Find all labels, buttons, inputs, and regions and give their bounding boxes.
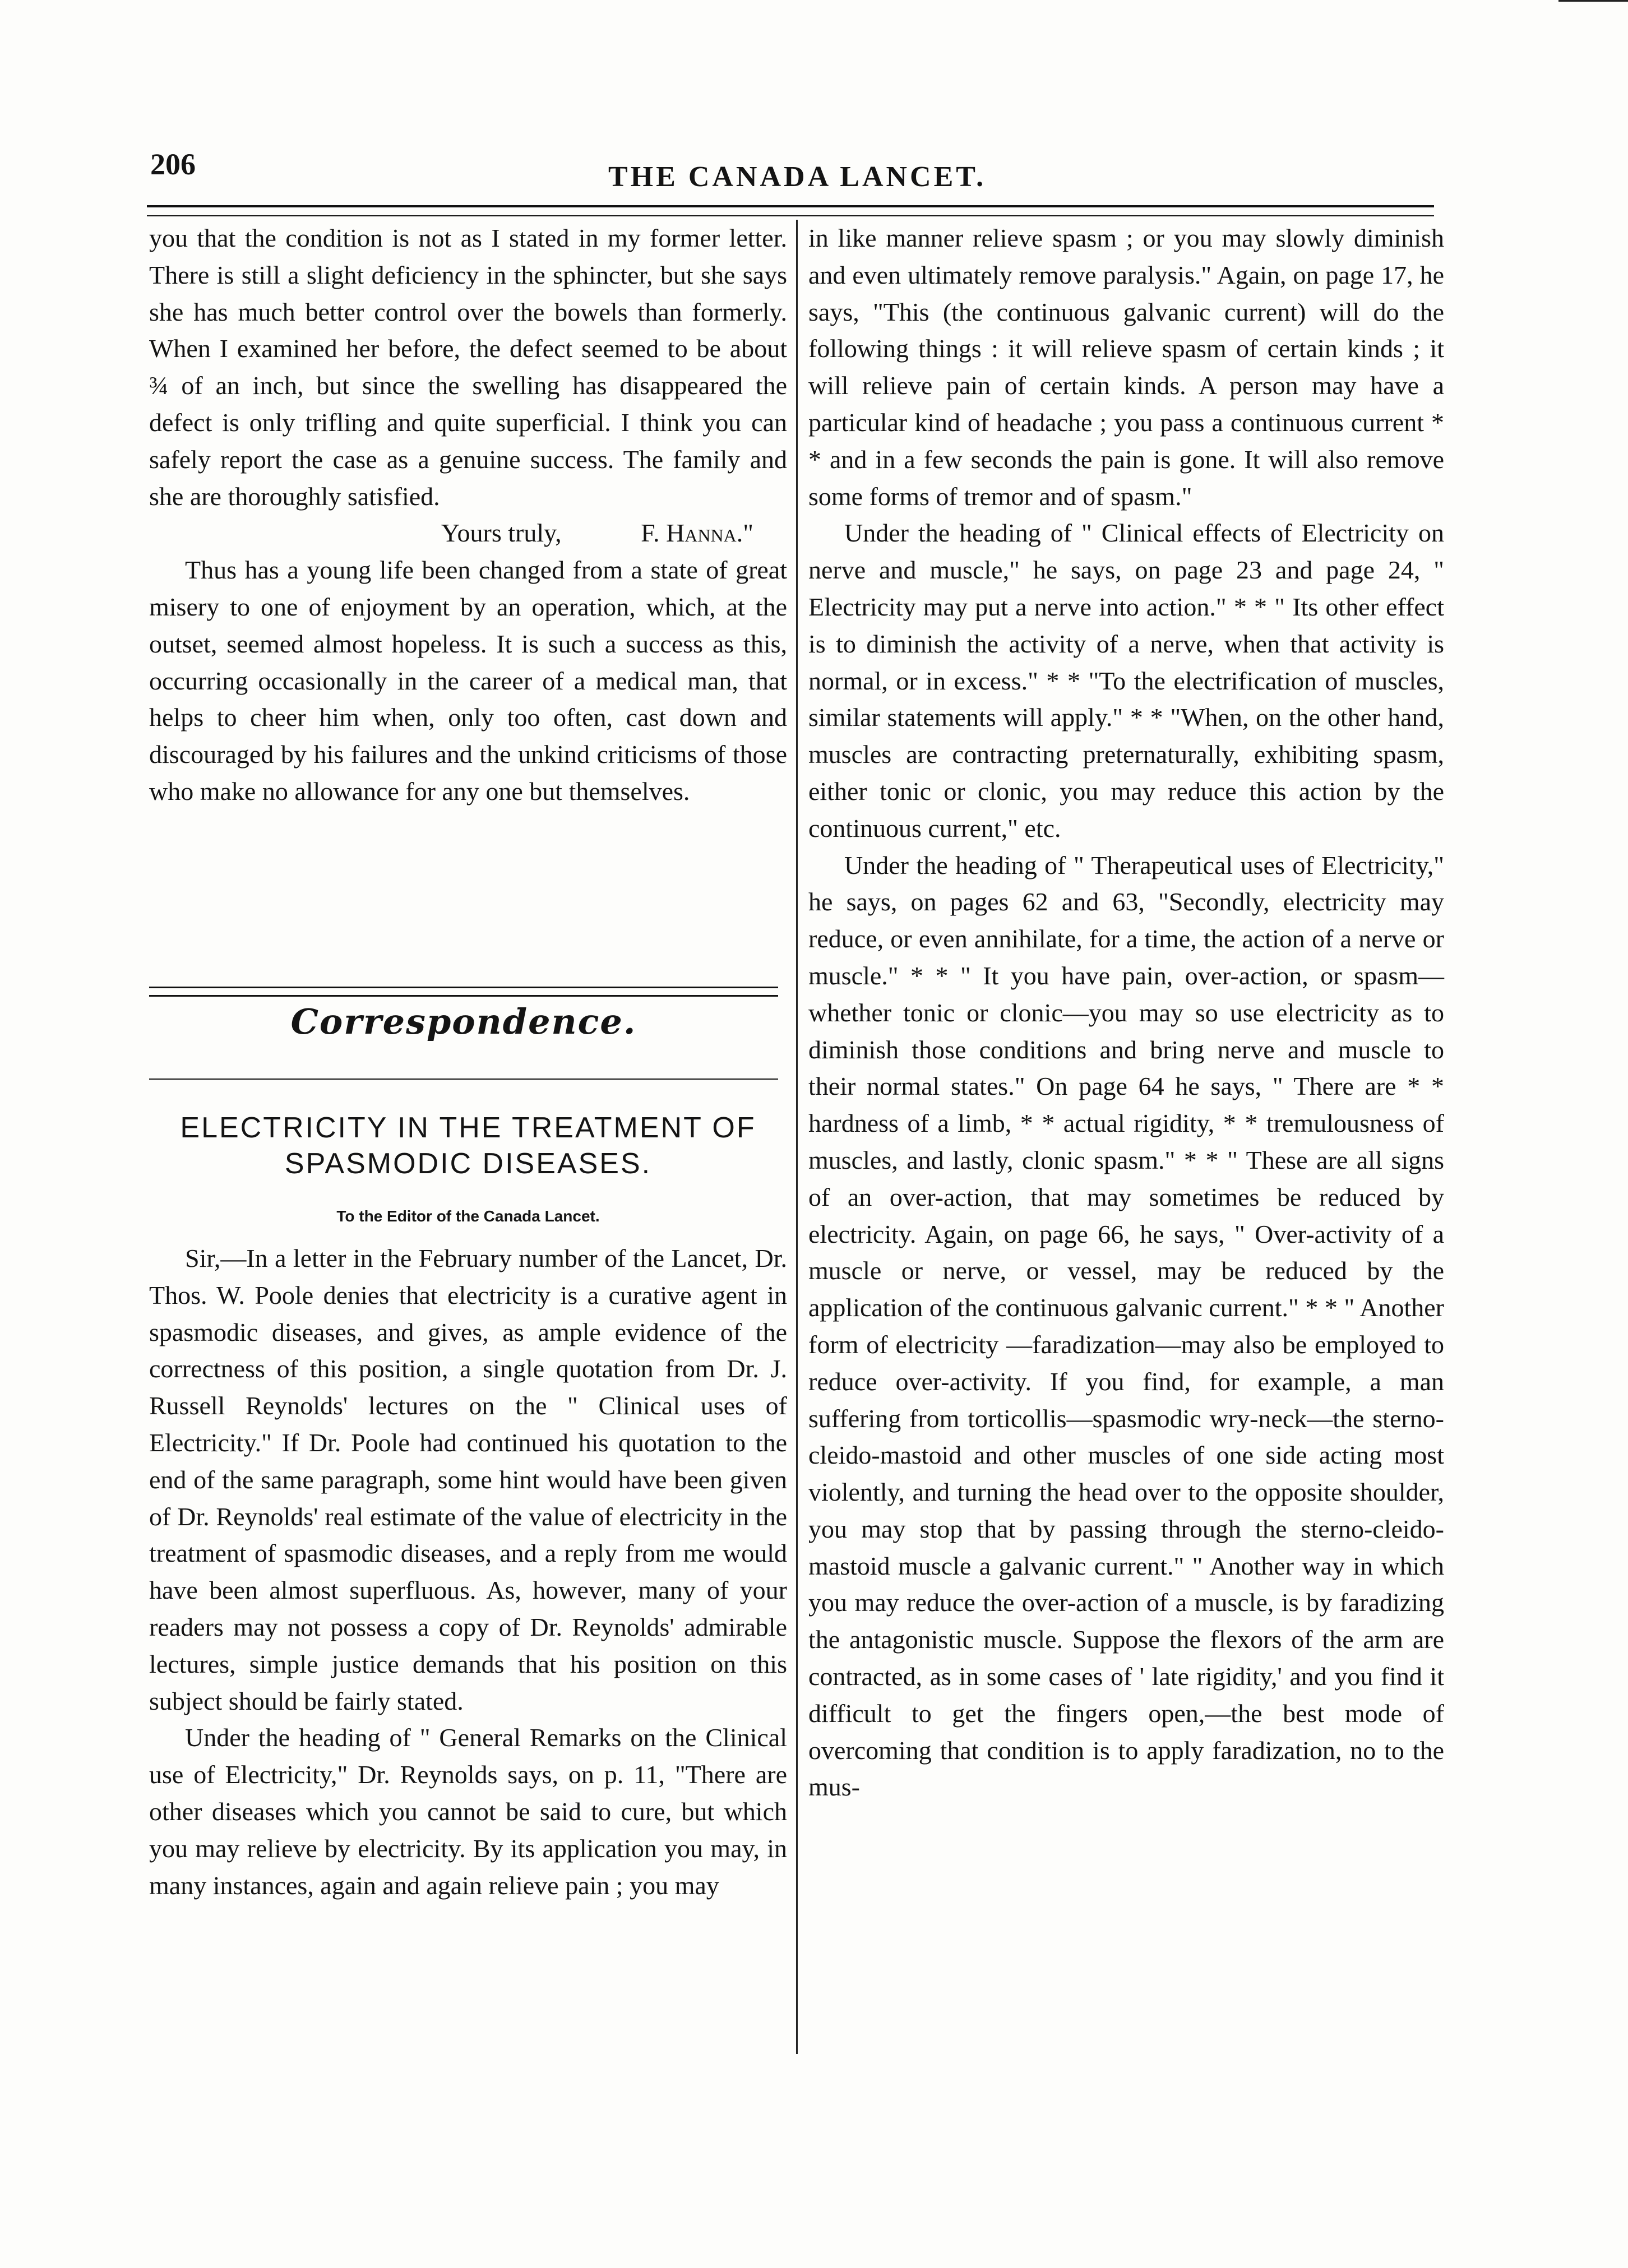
column-divider [796,220,798,2054]
article-paragraph: Under the heading of " Clinical effects of Electricity on nerve and muscle," he says, on page 23 and page 24, " Electricity may put a nerve into action." * * " Its other effect is to diminish the activity of a nerve, when that activity is normal, or in excess." * * "To the electrification of muscles, similar statements will apply." * * "When, on the other hand, muscles are contracting preternaturally, exhibiting spasm, either tonic or clonic, you may reduce this action by the continuous current," etc. [808,519,1444,843]
signer-name: F. Hanna." [641,519,753,548]
article-paragraph: Under the heading of " General Remarks on the Clinical use of Electricity," Dr. Reynolds says, on p. 11, "There are other diseases which you cannot be said to cure, but which you may relieve by electricity. By its application you may, in many instances, again and again relieve pain ; you may [149,1723,787,1900]
signoff: Yours truly, [441,519,562,548]
section-rule-top [149,987,778,997]
edge-rule [1558,0,1628,2]
letter-paragraph: you that the condition is not as I stated in my former letter. There is still a slight deficiency in the sphincter, but she says she has much better control over the bowels than formerly. When I examined her before, the defect seemed to be about ¾ of an inch, but since the swelling has disappeared the defect is only trifling and quite superficial. I think you can safely report the case as a genuine success. The family and she are thoroughly satisfied. [149,224,787,511]
letter-signature [149,515,787,552]
header-rule [147,205,1434,216]
article-paragraph: Sir,—In a letter in the February number of the Lancet, Dr. Thos. W. Poole denies that electricity is a curative agent in spasmodic diseases, and gives, as ample evidence of the correctness of this position, a single quotation from Dr. J. Russell Reynolds' lectures on the " Clinical uses of Electricity." If Dr. Poole had continued his quotation to the end of the same paragraph, some hint would have been given of Dr. Reynolds' real estimate of the value of electricity in the treatment of spasmodic diseases, and a reply from me would have been almost superfluous. As, however, many of your readers may not possess a copy of Dr. Reynolds' admirable lectures, simple justice demands that his position on this subject should be fairly stated. [149,1244,787,1715]
editor-salutation: To the Editor of the Canada Lancet. [336,1207,600,1225]
article-paragraph: Under the heading of " Therapeutical uses of Electricity," he says, on pages 62 and 63, "Secondly, electricity may reduce, or even annihilate, for a time, the action of a nerve or muscle." * * " It you have pain, over-action, or spasm—whether tonic or clonic—you may so use electricity as to diminish those conditions and bring nerve and muscle to their normal states." On page 64 he says, " There are * * hardness of a limb, * * actual rigidity, * * tremulousness of muscles, and lastly, clonic spasm." * * " These are all signs of an over-action, that may sometimes be reduced by electricity. Again, on page 66, he says, " Over-activity of a muscle or nerve, or vessel, may be reduced by the application of the continuous galvanic current." * * " Another form of electricity —faradization—may also be employed to reduce over-activity. If you find, for example, a man suffering from torticollis—spasmodic wry-neck—the sterno-cleido-mastoid and other muscles of one side acting most violently, and turning the head over to the opposite shoulder, you may stop that by passing through the sterno-cleido-mastoid muscle a galvanic current." " Another way in which you may reduce the over-action of a muscle, is by faradizing the antagonistic muscle. Suppose the flexors of the arm are contracted, as in some cases of ' late rigidity,' and you find it difficult to get the fingers open,—the best mode of overcoming that condition is to apply faradization, no to the mus- [808,850,1444,1802]
article-paragraph: in like manner relieve spasm ; or you may slowly diminish and even ultimately remove paralysis." Again, on page 17, he says, "This (the continuous galvanic current) will do the following things : it will relieve spasm of certain kinds ; it will relieve pain of certain kinds. A person may have a particular kind of headache ; you pass a continuous current * * and in a few seconds the pain is gone. It will also remove some forms of tremor and of spasm." [808,224,1444,511]
commentary-paragraph: Thus has a young life been changed from a state of great misery to one of enjoyment by an operation, which, at the outset, seemed almost hopeless. It is such a success as this, occurring occasionally in the career of a medical man, that helps to cheer him when, only too often, cast down and discouraged by his failures and the unkind criticisms of those who make no allowance for any one but themselves. [149,556,787,806]
section-title: Correspondence. [290,1001,637,1042]
article-title: ELECTRICITY IN THE TREATMENT OF SPASMODIC DISEASES. [180,1112,756,1180]
section-rule-bottom [149,1079,778,1080]
left-column-bottom [149,1240,787,1904]
right-column [808,220,1444,1806]
page-number: 206 [150,147,196,181]
left-column-top [149,220,787,810]
running-title: THE CANADA LANCET. [608,161,987,193]
